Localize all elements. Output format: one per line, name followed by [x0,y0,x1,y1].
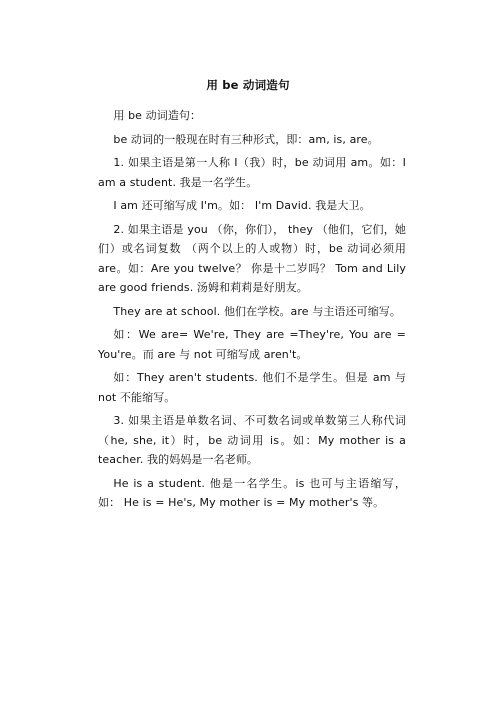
paragraph-rule-3: 3. 如果主语是单数名词、不可数名词或单数第三人称代词（he, she, it）时，be 动词用 is。如：My mother is a teacher. 我的妈妈是一名老师。 [98,414,406,466]
paragraph-contraction-are: 如：We are= We're, They are =They're, You are = You're。而 are 与 not 可缩写成 aren't。 [98,328,406,361]
paragraph-intro: 用 be 动词造句： [113,109,202,122]
paragraph-forms: be 动词的一般现在时有三种形式，即：am, is, are。 [113,132,379,146]
paragraph-negative: 如：They aren't students. 他们不是学生。但是 am 与 not 不能缩写。 [98,371,406,404]
paragraph-rule-1: 1. 如果主语是第一人称 I（我）时，be 动词用 am。如：I am a student. 我是一名学生。 [98,156,406,189]
document-body [98,106,406,517]
paragraph-they-are: They are at school. 他们在学校。are 与主语还可缩写。 [113,304,402,318]
paragraph-contraction-im: I am 还可缩写成 I'm。如： I'm David. 我是大卫。 [113,199,371,212]
document-title: 用 be 动词造句 [206,78,290,92]
paragraph-rule-2: 2. 如果主语是 you （你，你们）， they （他们，它们，她们）或名词复数 （两个以上的人或物）时，be 动词必须用 are。如：Are you twelve？ 你是十二岁吗？ Tom and Lily are good friends. 汤姆和莉莉是好朋友。 [98,222,406,294]
paragraph-contraction-is: He is a student. 他是一名学生。is 也可与主语缩写，如： He is = He's, My mother is = My mother's 等。 [98,476,406,509]
